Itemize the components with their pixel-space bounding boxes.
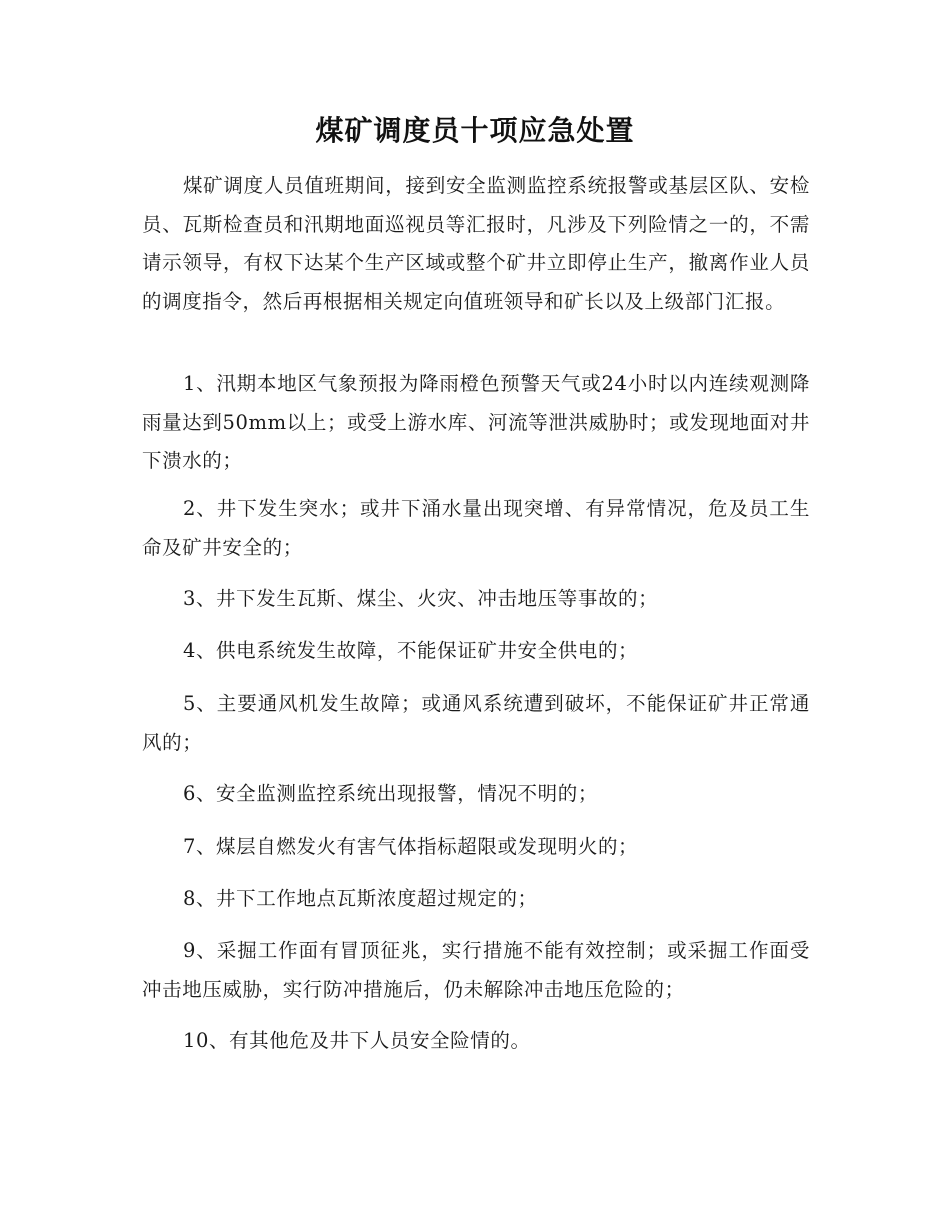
document-title: 煤矿调度员十项应急处置 bbox=[315, 114, 635, 147]
list-item-3: 3、井下发生瓦斯、煤尘、火灾、冲击地压等事故的； bbox=[182, 587, 659, 610]
list-item-5: 5、主要通风机发生故障；或通风系统遭到破坏，不能保证矿井正常通风的； bbox=[142, 692, 810, 754]
list-item-2: 2、井下发生突水；或井下涌水量出现突增、有异常情况，危及员工生命及矿井安全的； bbox=[142, 497, 810, 559]
list-item-8: 8、井下工作地点瓦斯浓度超过规定的； bbox=[182, 887, 538, 910]
list-item-1: 1、汛期本地区气象预报为降雨橙色预警天气或24小时以内连续观测降雨量达到50mm以上；或受上游水库、河流等泄洪威胁时；或发现地面对井下溃水的； bbox=[142, 372, 810, 472]
list-item-6: 6、安全监测监控系统出现报警，情况不明的； bbox=[182, 782, 598, 805]
list-item-7: 7、煤层自燃发火有害气体指标超限或发现明火的； bbox=[182, 835, 639, 858]
list-item-9: 9、采掘工作面有冒顶征兆，实行措施不能有效控制；或采掘工作面受冲击地压威胁，实行防冲措施后，仍未解除冲击地压危险的； bbox=[142, 939, 810, 1001]
intro-paragraph: 煤矿调度人员值班期间，接到安全监测监控系统报警或基层区队、安检员、瓦斯检查员和汛期地面巡视员等汇报时，凡涉及下列险情之一的，不需请示领导，有权下达某个生产区域或整个矿井立即停止生产，撤离作业人员的调度指令，然后再根据相关规定向值班领导和矿长以及上级部门汇报。 bbox=[142, 174, 810, 313]
list-item-4: 4、供电系统发生故障，不能保证矿井安全供电的； bbox=[182, 639, 639, 662]
list-item-10: 10、有其他危及井下人员安全险情的。 bbox=[182, 1029, 531, 1052]
